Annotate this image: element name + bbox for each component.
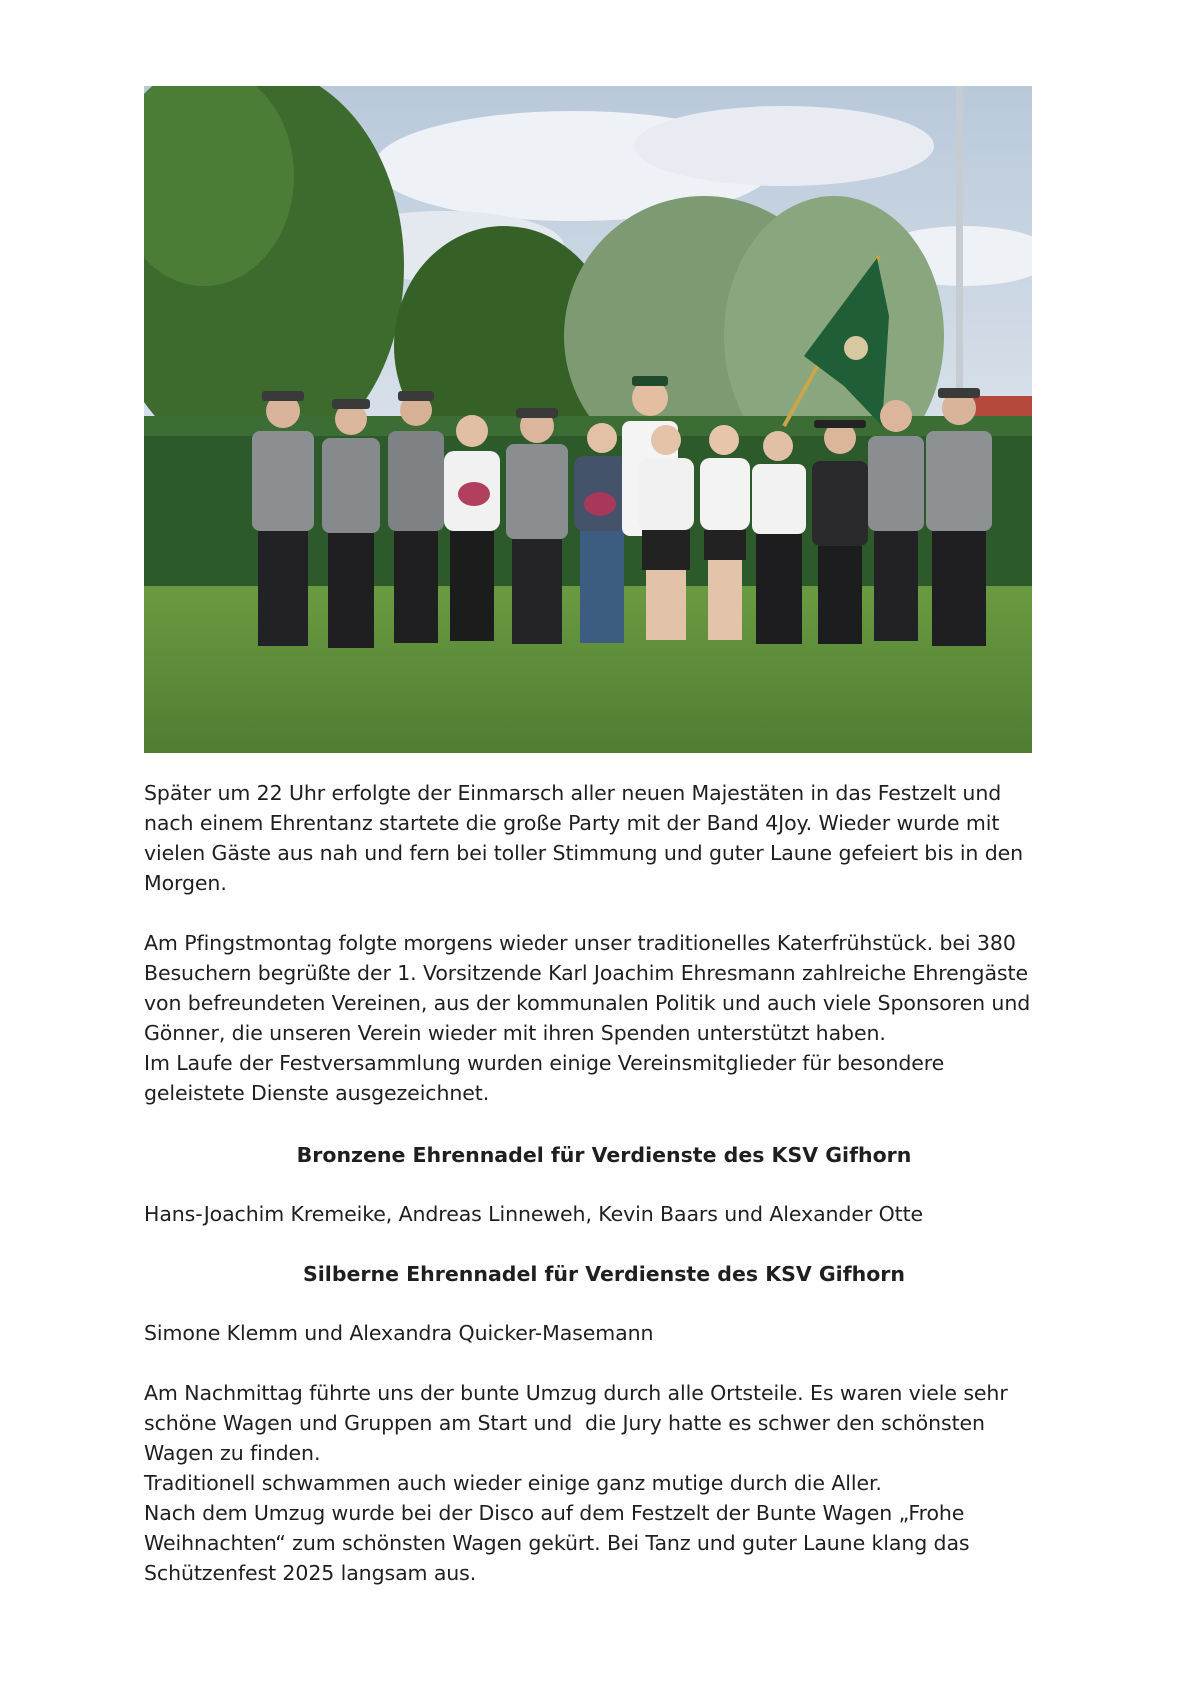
group-photo-icon [144, 86, 1032, 753]
names-silver [144, 1318, 1064, 1348]
paragraph-text: Am Pfingstmontag folgte morgens wieder unser traditionelles Katerfrühstück. bei 380 Besuchern begrüßte der 1. Vorsitzende Karl Joachim Ehresmann zahlreiche Ehrengäste von befreundeten Vereinen, aus der kommunalen Politik und auch viele Sponsoren und Gönner, die unseren Verein wieder mit ihren Spenden unterstützt haben. Im Laufe der Festversammlung wurden einige Vereinsmitglieder für besondere geleistete Dienste ausgezeichnet. [144, 931, 1031, 1105]
paragraph-text: Hans-Joachim Kremeike, Andreas Linneweh, Kevin Baars und Alexander Otte [144, 1202, 924, 1226]
names-bronze [144, 1199, 1064, 1229]
heading-bronze-pin: Bronzene Ehrennadel für Verdienste des KSV Gifhorn [296, 1143, 912, 1167]
paragraph-text: Später um 22 Uhr erfolgte der Einmarsch aller neuen Majestäten in das Festzelt und nach einem Ehrentanz startete die große Party mit der Band 4Joy. Wieder wurde mit vielen Gäste aus nah und fern bei toller Stimmung und guter Laune gefeiert bis in den Morgen. [144, 781, 1024, 895]
paragraph-parade [144, 1378, 1064, 1588]
paragraph-pfingstmontag [144, 928, 1064, 1108]
paragraph-text: Am Nachmittag führte uns der bunte Umzug durch alle Ortsteile. Es waren viele sehr schöne Wagen und Gruppen am Start und die Jury hatte es schwer den schönsten Wagen zu finden. Traditionell schwammen auch wieder einige ganz mutige durch die Aller. Nach dem Umzug wurde bei der Disco auf dem Festzelt der Bunte Wagen „Frohe Weihnachten“ zum schönsten Wagen gekürt. Bei Tanz und guter Laune klang das Schützenfest 2025 langsam aus. [144, 1381, 1008, 1585]
paragraph-text: Simone Klemm und Alexandra Quicker-Masemann [144, 1321, 654, 1345]
flagpole [956, 86, 963, 426]
cloud [634, 106, 934, 186]
group-photo [144, 86, 1032, 753]
paragraph-evening-party [144, 778, 1064, 898]
heading-silver-pin: Silberne Ehrennadel für Verdienste des KSV Gifhorn [303, 1262, 905, 1286]
